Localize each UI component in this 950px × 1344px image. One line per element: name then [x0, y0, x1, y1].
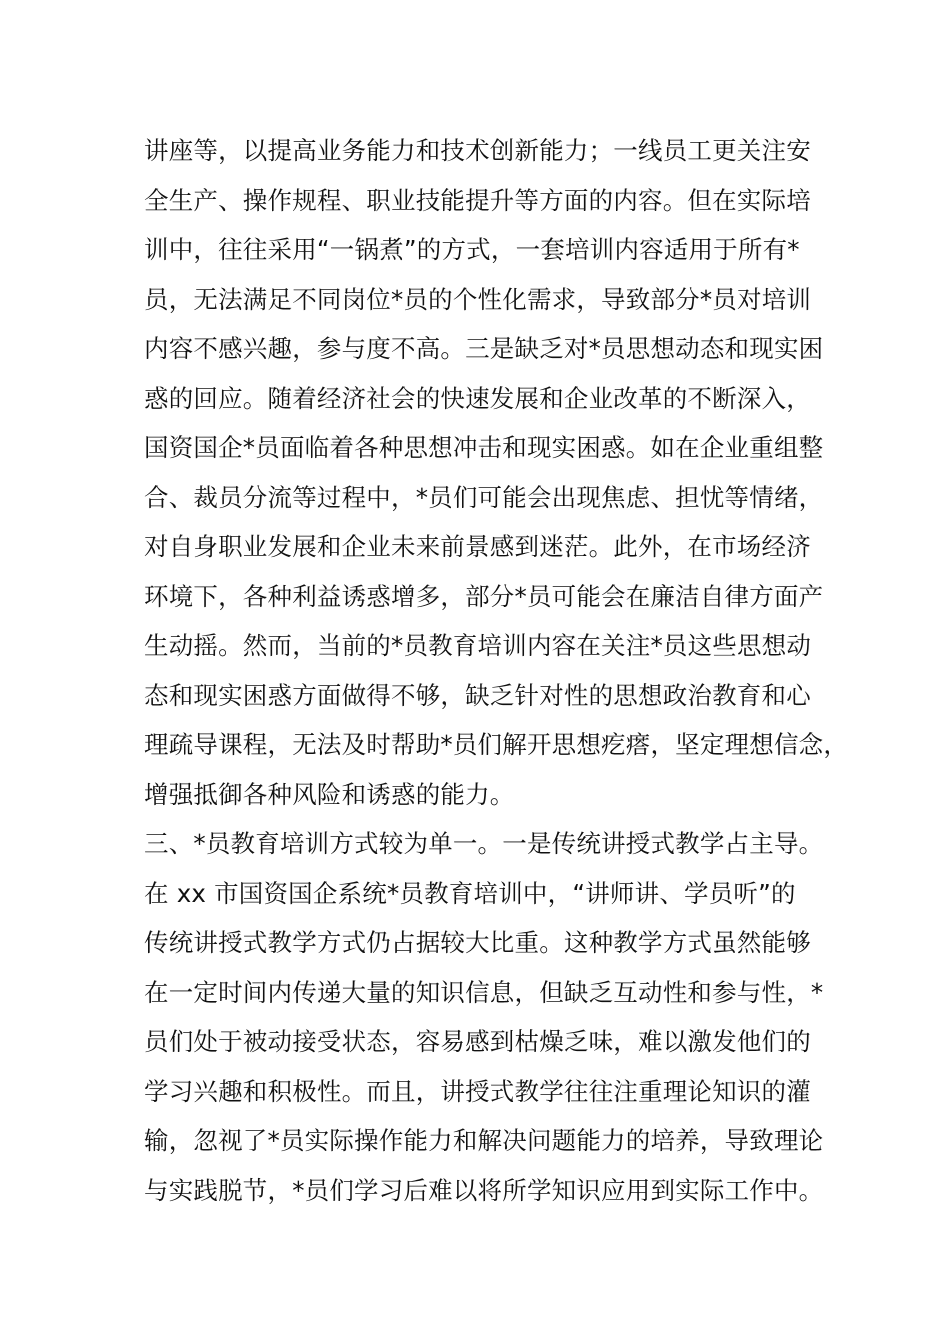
text-line: 员们处于被动接受状态，容易感到枯燥乏味，难以激发他们的 — [144, 1027, 811, 1056]
text-line: 员，无法满足不同岗位*员的个性化需求，导致部分*员对培训 — [144, 284, 812, 314]
text-line: 讲座等，以提高业务能力和技术创新能力；一线员工更关注安 — [144, 136, 811, 165]
body-text — [144, 126, 849, 1215]
text-line: 输，忽视了*员实际操作能力和解决问题能力的培养，导致理论 — [144, 1126, 824, 1155]
text-line: 国资国企*员面临着各种思想冲击和现实困惑。如在企业重组整 — [144, 433, 824, 462]
text-line: 生动摇。然而，当前的*员教育培训内容在关注*员这些思想动 — [144, 631, 812, 660]
text-line: 内容不感兴趣，参与度不高。三是缺乏对*员思想动态和现实困 — [144, 334, 824, 363]
text-line: 对自身职业发展和企业未来前景感到迷茫。此外，在市场经济 — [144, 532, 811, 561]
text-line: 惑的回应。随着经济社会的快速发展和企业改革的不断深入， — [144, 383, 811, 413]
text-line: 与实践脱节，*员们学习后难以将所学知识应用到实际工作中。 — [144, 1175, 824, 1205]
text-line: 全生产、操作规程、职业技能提升等方面的内容。但在实际培 — [144, 185, 811, 215]
text-line: 环境下，各种利益诱惑增多，部分*员可能会在廉洁自律方面产 — [144, 581, 824, 611]
text-line: 在 xx 市国资国企系统*员教育培训中，“讲师讲、学员听”的 — [144, 878, 796, 908]
text-line: 理疏导课程，无法及时帮助*员们解开思想疙瘩，坚定理想信念， — [144, 730, 849, 759]
text-line: 合、裁员分流等过程中，*员们可能会出现焦虑、担忧等情绪， — [144, 482, 824, 512]
section-heading-line: 三、*员教育培训方式较为单一。一是传统讲授式教学占主导。 — [144, 829, 824, 858]
text-line: 训中，往往采用“一锅煮”的方式，一套培训内容适用于所有* — [144, 235, 800, 264]
text-line: 态和现实困惑方面做得不够，缺乏针对性的思想政治教育和心 — [144, 680, 811, 710]
text-line: 学习兴趣和积极性。而且，讲授式教学往往注重理论知识的灌 — [144, 1076, 811, 1106]
text-line: 增强抵御各种风险和诱惑的能力。 — [144, 779, 515, 809]
text-line: 传统讲授式教学方式仍占据较大比重。这种教学方式虽然能够 — [144, 928, 811, 957]
text-line: 在一定时间内传递大量的知识信息，但缺乏互动性和参与性，* — [144, 977, 824, 1007]
